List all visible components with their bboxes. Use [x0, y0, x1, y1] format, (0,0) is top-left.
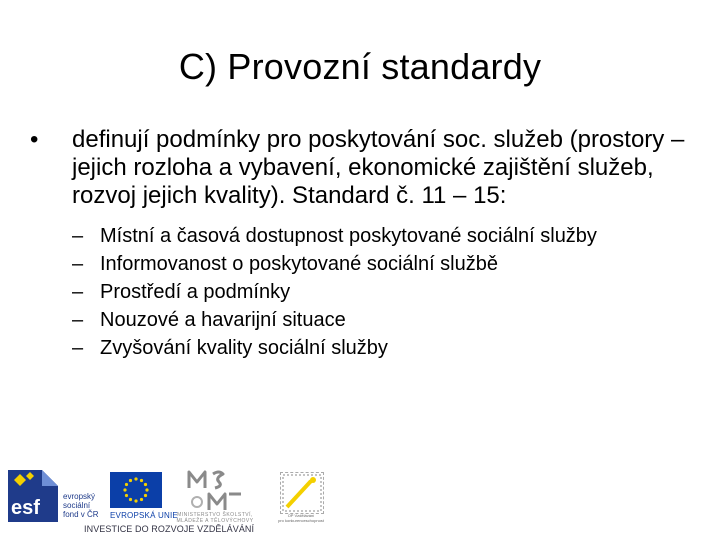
- sub-item-text: Zvyšování kvality sociální služby: [100, 337, 388, 359]
- sub-mark: –: [72, 337, 84, 359]
- eu-caption: EVROPSKÁ UNIE: [110, 511, 178, 520]
- esf-caption: evropský sociální fond v ČR: [63, 492, 99, 519]
- sub-item-text: Prostředí a podmínky: [100, 281, 291, 303]
- esf-logo-text: esf: [11, 497, 40, 519]
- sub-item: [72, 280, 710, 304]
- sub-list: [30, 224, 710, 360]
- sub-item: [72, 224, 710, 248]
- footer-logos: [0, 462, 720, 540]
- op-logo-icon: [280, 472, 324, 514]
- slide-body: [30, 126, 710, 364]
- sub-mark: –: [72, 309, 84, 331]
- sub-mark: –: [72, 225, 84, 247]
- sub-mark: –: [72, 253, 84, 275]
- esf-logo-icon: [8, 470, 58, 522]
- bullet-item: [30, 126, 710, 210]
- bullet-mark: •: [30, 126, 39, 153]
- slide-title: C) Provozní standardy: [178, 46, 542, 87]
- invest-caption: INVESTICE DO ROZVOJE VZDĚLÁVÁNÍ: [84, 524, 255, 534]
- op-caption: OP Vzdělávání pro konkurenceschopnost: [278, 513, 324, 523]
- sub-item-text: Informovanost o poskytované sociální službě: [100, 253, 498, 275]
- bullet-text: definují podmínky pro poskytování soc. služeb (prostory – jejich rozloha a vybavení, ekonomické zajištění služeb, rozvoj jejich kvality). Standard č. 11 – 15:: [72, 126, 685, 209]
- sub-item-text: Místní a časová dostupnost poskytované sociální služby: [100, 225, 597, 247]
- msmt-logo-icon: [175, 468, 255, 514]
- sub-mark: –: [72, 281, 84, 303]
- sub-item-text: Nouzové a havarijní situace: [100, 309, 346, 331]
- eu-flag-icon: [110, 472, 162, 508]
- sub-item: [72, 308, 710, 332]
- sub-item: [72, 252, 710, 276]
- sub-item: [72, 336, 710, 360]
- msmt-caption: MINISTERSTVO ŠKOLSTVÍ, MLÁDEŽE A TĚLOVÝCHOVY: [176, 512, 254, 524]
